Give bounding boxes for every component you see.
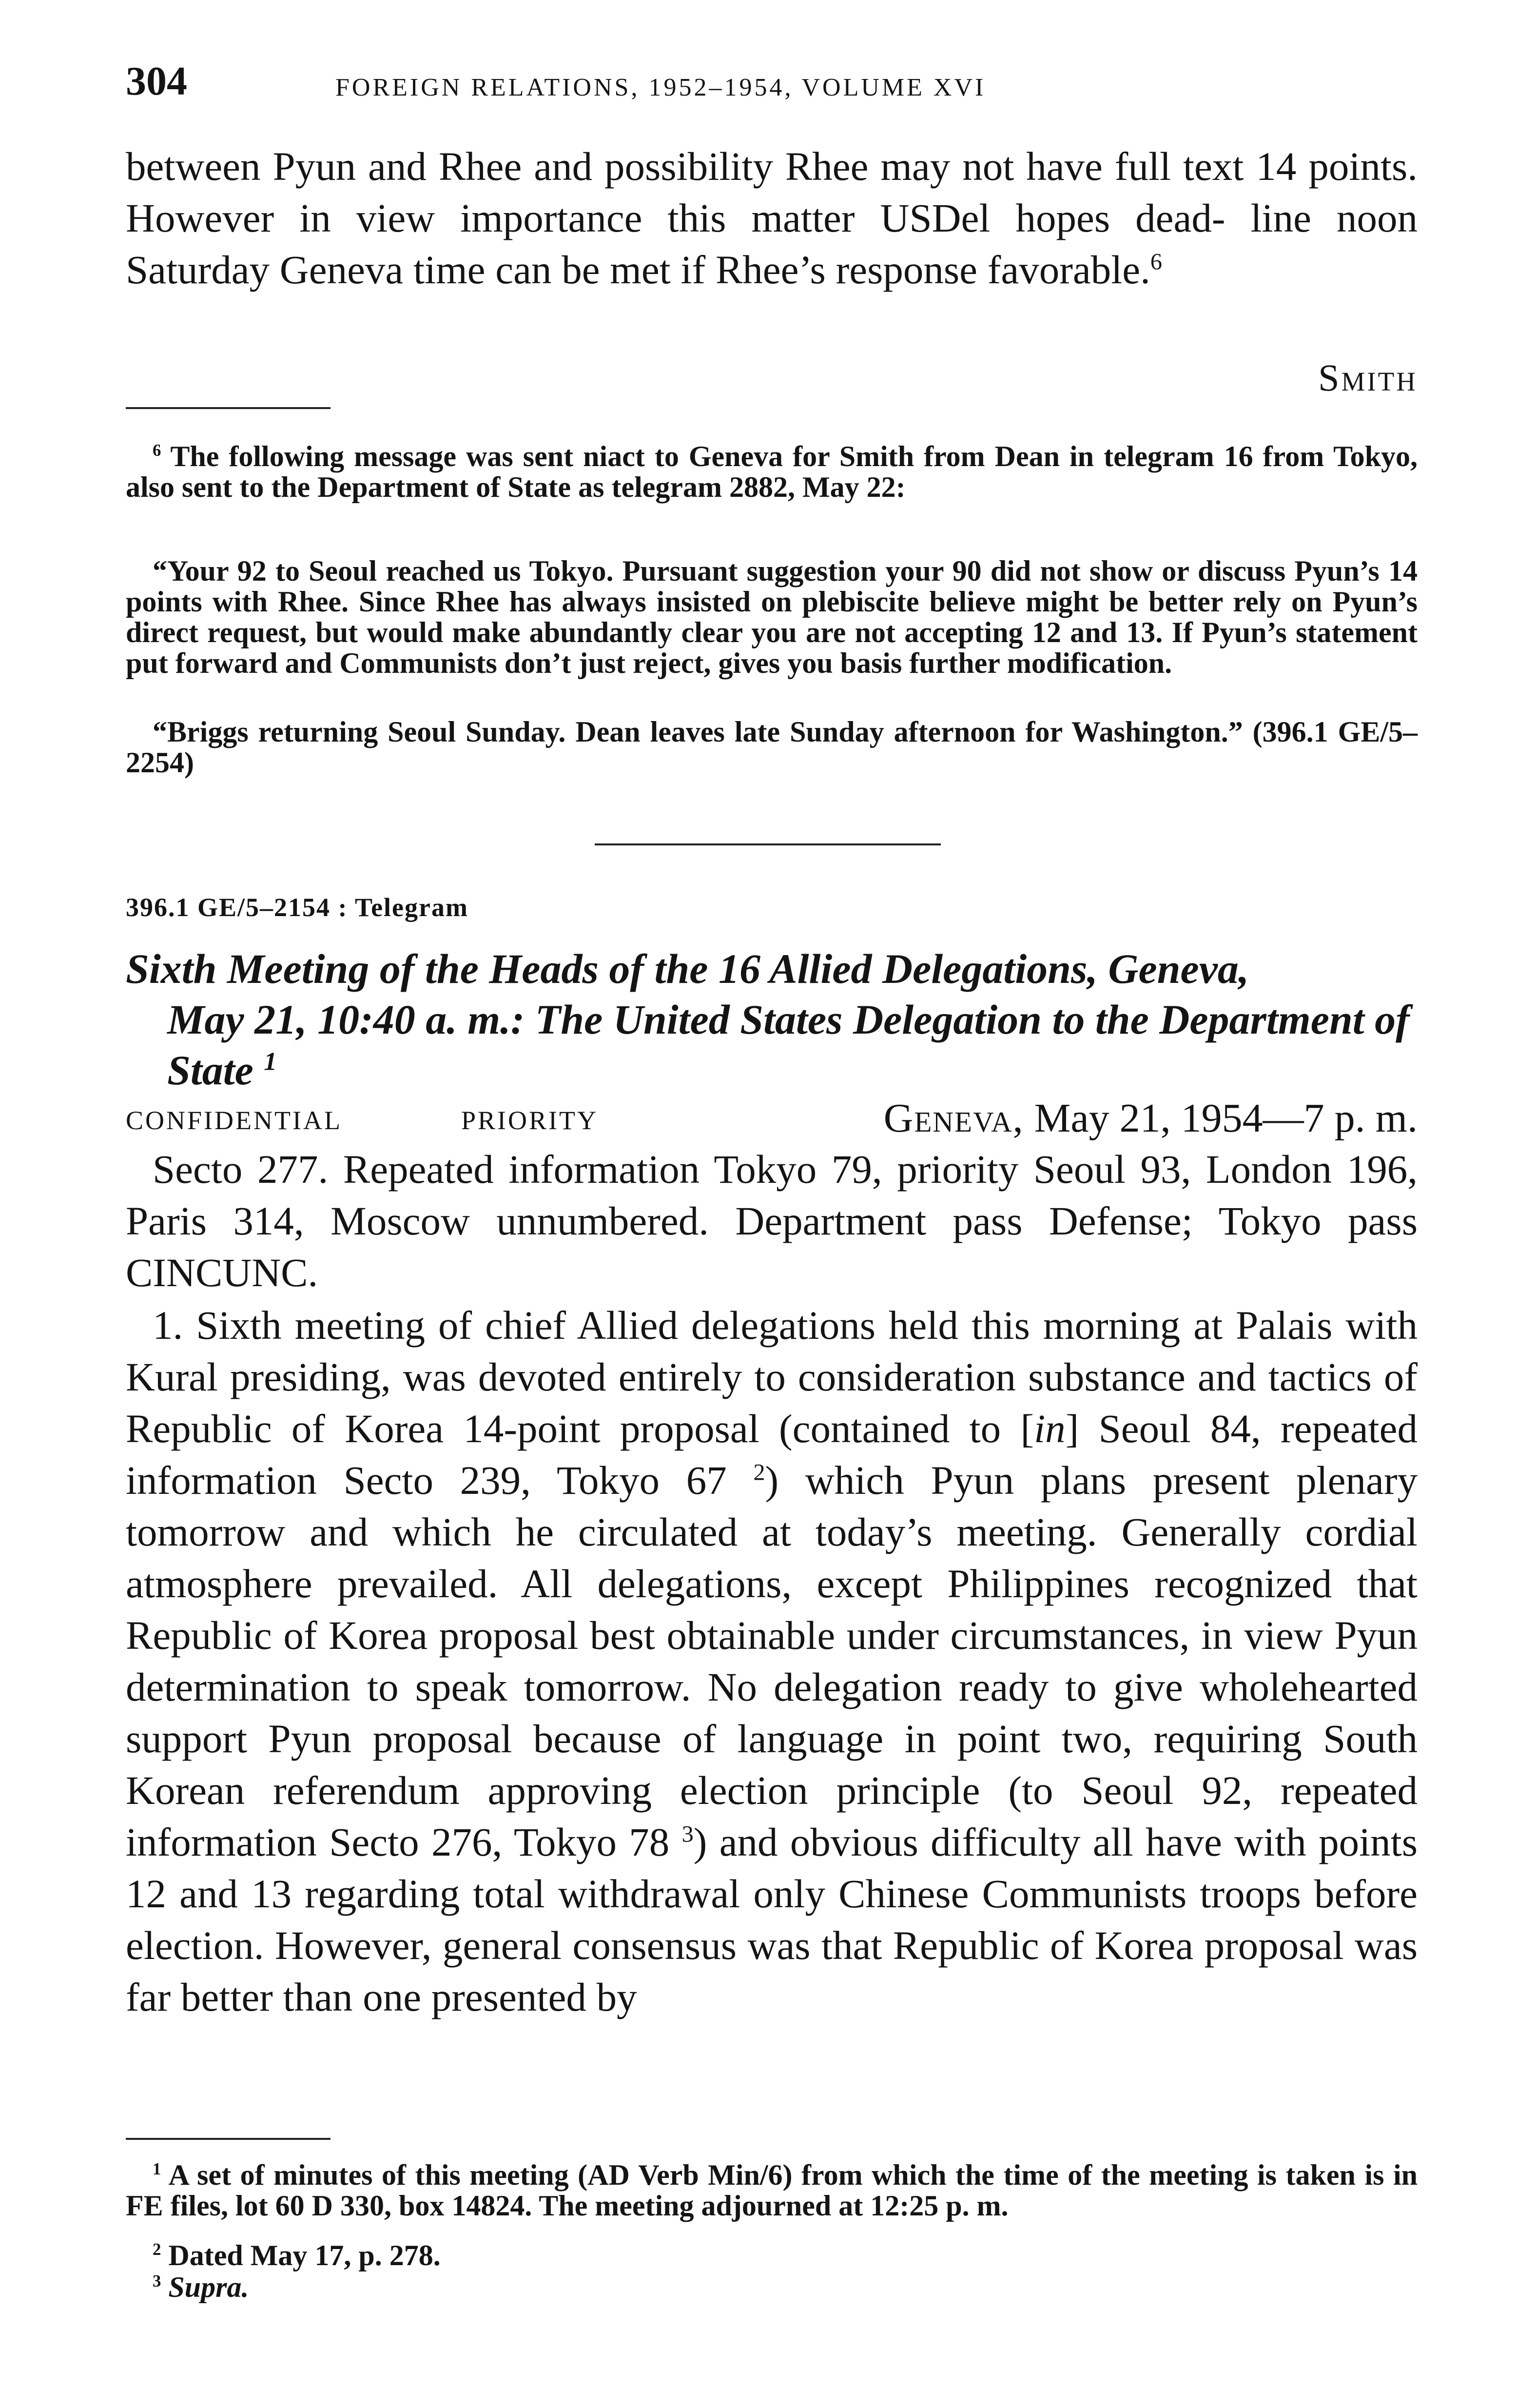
- footnote-6-quote-continued: [126, 717, 1418, 778]
- paragraph-text: 1. Sixth meeting of chief Allied delegations held this morning at Palais with Kural presiding, was devoted entirely to consideration substance and tactics of Republic of Korea 14-point proposal (contained to [: [126, 1303, 1418, 1451]
- dateline-place: Geneva,: [883, 1096, 1024, 1141]
- continuation-line: between Pyun and Rhee and possibility Rhee may not have full text 14: [126, 144, 1297, 189]
- file-reference: 396.1 GE/5–2154 : Telegram: [126, 893, 468, 922]
- paragraph-1: [126, 1299, 1418, 2023]
- secto-paragraph: [126, 1143, 1418, 1298]
- secto-text: Secto 277. Repeated information Tokyo 79, priority Seoul 93, London 196, Paris 314, Moscow unnumbered. Department pass Defense; Tokyo pass CINCUNC.: [126, 1147, 1418, 1295]
- footnote-quote-text: “Briggs returning Seoul Sunday. Dean leaves late Sunday afternoon for Washington.” (396.1 GE/5–2254): [126, 716, 1418, 779]
- footnote-divider: [126, 407, 331, 409]
- signature: Smith: [1318, 356, 1418, 399]
- footnote-text: The following message was sent niact to Geneva for Smith from Dean in telegram 16 from Tokyo, also sent to the Department of State as telegram 2882, May 22:: [126, 440, 1418, 503]
- footnote-marker: 2: [153, 2240, 161, 2259]
- running-title: FOREIGN RELATIONS, 1952–1954, VOLUME XVI: [335, 74, 986, 101]
- footnote-text: Dated May 17, p. 278.: [168, 2239, 441, 2271]
- dateline: [884, 1095, 1418, 1142]
- footnote-1: [126, 2160, 1418, 2221]
- continuation-paragraph: [126, 140, 1418, 295]
- footnote-text: Supra.: [168, 2271, 249, 2303]
- heading-line: Sixth Meeting of the Heads of the 16 Allied Delegations, Geneva,: [126, 945, 1249, 992]
- footnote-quote-text: “Your 92 to Seoul reached us Tokyo. Pursuant suggestion your 90 did not show or discuss Pyun’s 14 points with Rhee. Since Rhee has always insisted on plebiscite believe might be better rely on Pyun’s direct request, but would make abundantly clear you are not accepting 12 and 13. If Pyun’s statement put forward and Communists don’t just reject, gives you basis further modification.: [126, 555, 1418, 679]
- running-head: [126, 58, 1418, 111]
- paragraph-text: ) which Pyun plans present plenary tomorrow and which he circulated at today’s meeting. Generally cordial atmosphere prevailed. All delegations, except Philippines recognized that Republic of Korea proposal best obtainable under circumstances, in view Pyun determination to speak tomorrow. No delegation ready to give wholehearted support Pyun proposal because of language in point two, requiring South Korean referendum approving election principle (to Seoul 92, repeated information Secto 276, Tokyo 78: [126, 1458, 1418, 1864]
- classification-label: CONFIDENTIAL: [126, 1106, 342, 1135]
- footnote-ref-3: 3: [681, 1821, 694, 1847]
- continuation-line: points. However in view importance this matter USDel hopes dead-: [126, 144, 1418, 240]
- footnote-3: [126, 2272, 1418, 2303]
- heading-line: May 21, 10:40 a. m.: The United States Delegation to the Department of State: [167, 996, 1410, 1094]
- footnote-text: A set of minutes of this meeting (AD Verb Min/6) from which the time of the meeting is taken is in FE files, lot 60 D 330, box 14824. The meeting adjourned at 12:25 p. m.: [126, 2159, 1418, 2222]
- footnote-6-quote: [126, 556, 1418, 679]
- paragraph-text: ) and obvious difficulty all have with points 12 and 13 regarding total withdrawal only Chinese Communists troops before election. However, general consensus was that Republic of Korea proposal was far better than one presented by: [126, 1820, 1418, 2019]
- footnote-ref-1: 1: [264, 1046, 277, 1076]
- continuation-line: favorable.: [987, 247, 1150, 292]
- footnote-marker: 3: [153, 2271, 161, 2291]
- footnote-marker: 1: [153, 2159, 161, 2178]
- classification-row: [126, 1095, 1418, 1143]
- footnote-6: [126, 441, 1418, 503]
- dateline-date: May 21, 1954—7 p. m.: [1034, 1096, 1418, 1141]
- paragraph-text: ] Seoul 84, repeated information Secto 239, Tokyo 67: [126, 1406, 1418, 1503]
- document-heading: [126, 943, 1418, 1096]
- footnote-marker: 6: [153, 441, 161, 460]
- continuation-line: line noon Saturday Geneva time can be met if Rhee’s response: [126, 196, 1418, 292]
- precedence-label: PRIORITY: [461, 1106, 599, 1135]
- footnote-ref-2: 2: [753, 1459, 765, 1486]
- footnote-2: [126, 2240, 1418, 2271]
- footnote-ref-6: 6: [1150, 249, 1162, 275]
- section-divider: [595, 843, 941, 845]
- editorial-insertion: in: [1034, 1406, 1066, 1451]
- footnote-divider: [126, 2138, 331, 2140]
- page-number: 304: [126, 59, 187, 104]
